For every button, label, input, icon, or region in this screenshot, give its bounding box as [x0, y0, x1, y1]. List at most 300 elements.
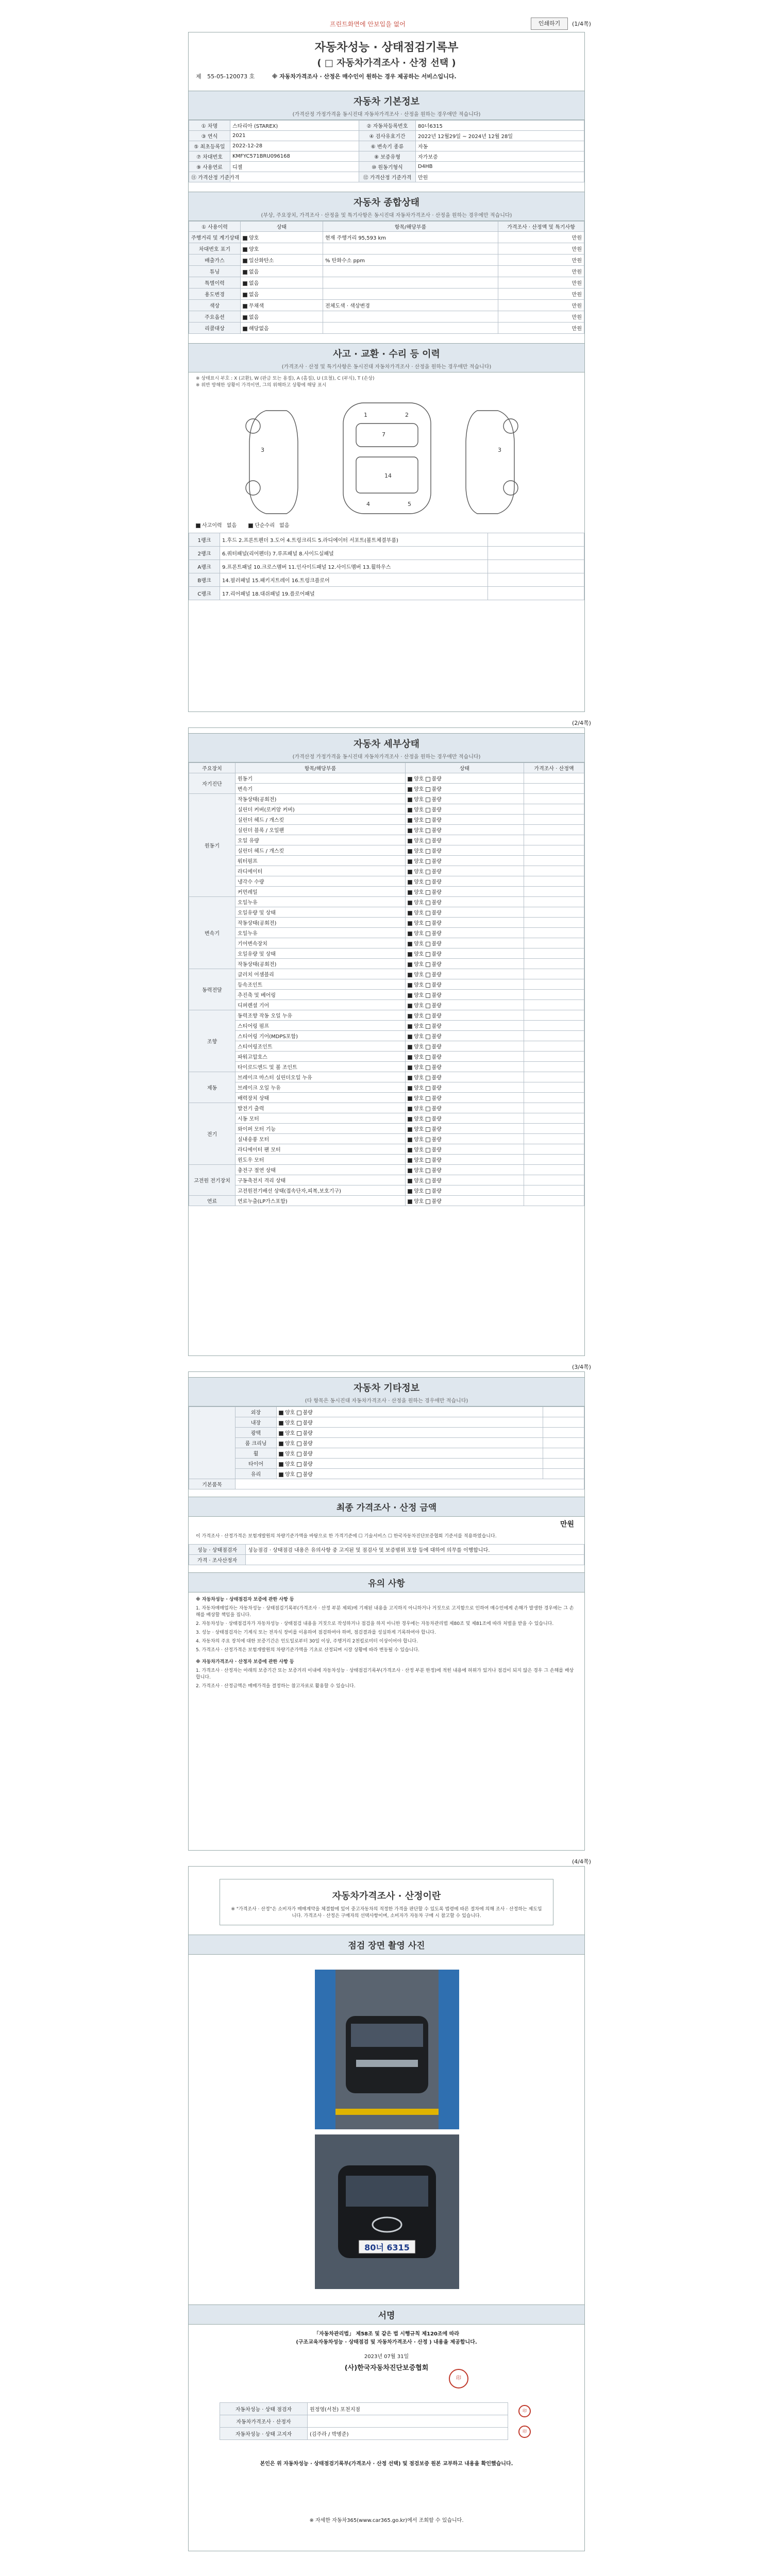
detail-row — [189, 887, 584, 897]
status-price: 만원 — [498, 232, 584, 243]
detail-checkbox-bad[interactable] — [426, 1076, 430, 1080]
detail-checkbox-good[interactable] — [408, 870, 412, 874]
page-number: (1/4쪽) — [572, 21, 591, 27]
detail-checkbox-bad[interactable] — [426, 931, 430, 936]
other-row — [189, 1417, 584, 1428]
detail-checkbox-bad[interactable] — [426, 777, 430, 782]
detail-checkbox-good[interactable] — [408, 973, 412, 977]
detail-item: 오일유량 및 상태 — [236, 907, 406, 918]
parts-price-cell — [488, 547, 584, 560]
other-row — [189, 1459, 584, 1469]
detail-row — [189, 794, 584, 804]
status-row — [189, 255, 584, 266]
detail-price-cell — [524, 1113, 584, 1124]
detail-checkbox-good[interactable] — [408, 1055, 412, 1060]
other-state: 양호 불량 — [277, 1448, 543, 1459]
svg-text:4: 4 — [366, 501, 370, 507]
status-checkbox[interactable] — [243, 304, 247, 309]
basic-cell: ⑫ 가격산정 기준가격 — [359, 172, 416, 182]
status-detail — [323, 266, 498, 277]
other-checkbox-good[interactable] — [279, 1411, 283, 1415]
svg-text:14: 14 — [384, 472, 392, 479]
note-paragraph: 5. 가격조사 · 산정가격은 보험개발원의 차량기준가액을 기초로 산정되며 시장 상황에 따라 변동될 수 있습니다. — [196, 1648, 420, 1653]
detail-checkbox-bad[interactable] — [426, 1148, 430, 1153]
other-row — [189, 1407, 584, 1417]
accident-sub: (가격조사 · 산정 및 특기사항은 동시진대 자동차가격조사 · 산정을 원하는 경우애만 적습니다) — [281, 364, 492, 370]
detail-row — [189, 907, 584, 918]
detail-checkbox-bad[interactable] — [426, 798, 430, 802]
detail-checkbox-bad[interactable] — [426, 808, 430, 812]
detail-checkbox-bad[interactable] — [426, 962, 430, 967]
other-item: 타이어 — [236, 1459, 277, 1469]
detail-item: 연료누출(LP가스포함) — [236, 1196, 406, 1206]
detail-state: 양호 불량 — [406, 815, 524, 825]
detail-item: 고전원전기배선 상태(접속단자,피복,보호기구) — [236, 1185, 406, 1196]
status-state: 무채색 — [249, 303, 264, 309]
basic-cell: ① 차명 — [189, 121, 230, 131]
detail-price-cell — [524, 887, 584, 897]
detail-checkbox-bad[interactable] — [426, 1107, 430, 1111]
other-checkbox-good[interactable] — [279, 1452, 283, 1456]
detail-row — [189, 1124, 584, 1134]
detail-row — [189, 1134, 584, 1144]
notes-head-2: ※ 자동차가격조사 · 산정자 보증에 관한 사항 등 — [196, 1659, 294, 1665]
detail-checkbox-bad[interactable] — [426, 973, 430, 977]
detail-checkbox-good[interactable] — [408, 839, 412, 843]
detail-row — [189, 1052, 584, 1062]
parts-row — [189, 587, 584, 600]
parts-list: 14.필러패널 15.패키지트레이 16.트렁크플로어 — [220, 573, 488, 587]
detail-row — [189, 1175, 584, 1185]
detail-row — [189, 835, 584, 845]
car-top-view — [343, 403, 431, 514]
detail-price-cell — [524, 1134, 584, 1144]
detail-checkbox-bad[interactable] — [426, 1158, 430, 1163]
detail-state: 양호 불량 — [406, 1165, 524, 1175]
detail-checkbox-bad[interactable] — [426, 890, 430, 895]
detail-group: 동력전달 — [189, 969, 236, 1010]
detail-price-cell — [524, 1062, 584, 1072]
detail-checkbox-bad[interactable] — [426, 1055, 430, 1060]
detail-checkbox-bad[interactable] — [426, 849, 430, 854]
other-price-cell — [543, 1459, 584, 1469]
status-price: 만원 — [498, 243, 584, 255]
detail-state: 양호 불량 — [406, 1000, 524, 1010]
detail-row — [189, 1010, 584, 1021]
detail-row — [189, 928, 584, 938]
basic-cell: ⑩ 원동기형식 — [359, 162, 416, 172]
detail-checkbox-bad[interactable] — [426, 818, 430, 823]
parts-row — [189, 533, 584, 547]
detail-state: 양호 불량 — [406, 1052, 524, 1062]
other-checkbox-good[interactable] — [279, 1431, 283, 1436]
detail-state: 양호 불량 — [406, 845, 524, 856]
parts-list: 9.프론트패널 10.크로스멤버 11.인사이드패널 12.사이드멤버 13.휠하우스 — [220, 560, 488, 573]
status-item: 특별이력 — [189, 277, 241, 289]
status-state: 없음 — [249, 281, 259, 286]
detail-checkbox-good[interactable] — [408, 1065, 412, 1070]
detail-checkbox-good[interactable] — [408, 1086, 412, 1091]
detail-row — [189, 876, 584, 887]
detail-price-cell — [524, 1155, 584, 1165]
sign-date: 2023년 07월 31일 — [364, 2354, 409, 2360]
status-row — [189, 323, 584, 334]
detail-checkbox-good[interactable] — [408, 1117, 412, 1122]
detail-price-cell — [524, 1196, 584, 1206]
detail-price-cell — [524, 948, 584, 959]
detail-item: 배력장치 상태 — [236, 1093, 406, 1103]
status-checkbox[interactable] — [243, 236, 247, 241]
other-item: 외장 — [236, 1407, 277, 1417]
detail-checkbox-bad[interactable] — [426, 1024, 430, 1029]
note-paragraph: 2. 가격조사 · 산정금액은 매매가격을 결정하는 참고자료로 활용할 수 있습니다. — [196, 1684, 356, 1689]
other-acc-label: 기본품목 — [189, 1479, 236, 1489]
status-item: 주요옵션 — [189, 311, 241, 323]
detail-checkbox-good[interactable] — [408, 859, 412, 864]
inspector-table — [189, 1544, 584, 1565]
basic-row — [189, 131, 584, 141]
accident-legend — [189, 519, 584, 531]
detail-checkbox-bad[interactable] — [426, 1014, 430, 1019]
status-state-cell — [241, 255, 323, 266]
detail-checkbox-bad[interactable] — [426, 870, 430, 874]
detail-state: 양호 불량 — [406, 928, 524, 938]
basic-cell — [230, 172, 359, 182]
status-state-cell — [241, 232, 323, 243]
detail-price-cell — [524, 1010, 584, 1021]
other-checkbox-good[interactable] — [279, 1442, 283, 1446]
detail-checkbox-bad[interactable] — [426, 1086, 430, 1091]
status-row — [189, 289, 584, 300]
detail-checkbox-bad[interactable] — [426, 787, 430, 792]
status-title: 자동차 종합상태 — [354, 197, 419, 208]
detail-checkbox-good[interactable] — [408, 1096, 412, 1101]
detail-checkbox-good[interactable] — [408, 983, 412, 988]
status-row — [189, 311, 584, 323]
detail-checkbox-bad[interactable] — [426, 983, 430, 988]
other-checkbox-bad[interactable] — [297, 1462, 301, 1467]
accident-note-2: ※ 위반 방해한 상황이 가격이면, 그의 위해하고 상황에 해당 표시 — [196, 383, 327, 388]
detail-state: 양호 불량 — [406, 1124, 524, 1134]
detail-checkbox-good[interactable] — [408, 931, 412, 936]
doc-no: 55-05-120073 — [207, 73, 248, 80]
detail-checkbox-good[interactable] — [408, 993, 412, 998]
guide-title: 자동차가격조사 · 산정이란 — [332, 1891, 441, 1902]
parts-price-cell — [488, 560, 584, 573]
basic-cell: ⑤ 최초등록일 — [189, 141, 230, 151]
detail-checkbox-bad[interactable] — [426, 1168, 430, 1173]
doc-no-suffix: 호 — [249, 73, 255, 80]
basic-row — [189, 121, 584, 131]
detail-row — [189, 948, 584, 959]
detail-group: 전기 — [189, 1103, 236, 1165]
detail-checkbox-bad[interactable] — [426, 1065, 430, 1070]
detail-state: 양호 불량 — [406, 1134, 524, 1144]
detail-item: 오일누유 — [236, 928, 406, 938]
car-left-side — [249, 411, 298, 514]
note-paragraph: 3. 성능 · 상태점검자는 기계식 또는 전자식 장비를 이용하여 점검하여야 하며, 점검결과를 성실하게 기록하여야 합니다. — [196, 1630, 436, 1635]
detail-item: 작동상태(공회전) — [236, 794, 406, 804]
detail-price-cell — [524, 825, 584, 835]
detail-price-cell — [524, 1175, 584, 1185]
other-checkbox-good[interactable] — [279, 1462, 283, 1467]
detail-price-cell — [524, 815, 584, 825]
detail-price-cell — [524, 1082, 584, 1093]
other-checkbox-good[interactable] — [279, 1421, 283, 1426]
detail-price-cell — [524, 969, 584, 979]
signer-name: (김주라 / 박병준) — [308, 2428, 508, 2440]
status-state-cell — [241, 311, 323, 323]
detail-checkbox-bad[interactable] — [426, 828, 430, 833]
detail-group: 연료 — [189, 1196, 236, 1206]
detail-checkbox-good[interactable] — [408, 1138, 412, 1142]
page-2-number: (2/4쪽) — [572, 720, 591, 726]
detail-row — [189, 1031, 584, 1041]
detail-checkbox-bad[interactable] — [426, 1004, 430, 1008]
footer-car365: ※ 자세한 자동차365(www.car365.go.kr)에서 조회할 수 있습니다. — [309, 2518, 464, 2523]
page-3 — [188, 1371, 585, 1851]
other-checkbox-bad[interactable] — [297, 1411, 301, 1415]
detail-price-cell — [524, 959, 584, 969]
detail-checkbox-good[interactable] — [408, 818, 412, 823]
status-checkbox[interactable] — [243, 293, 247, 297]
detail-checkbox-good[interactable] — [408, 1199, 412, 1204]
detail-item: 실린더 헤드 / 개스킷 — [236, 815, 406, 825]
basic-row — [189, 151, 584, 162]
status-price: 만원 — [498, 300, 584, 311]
print-button[interactable]: 인쇄하기 — [531, 18, 568, 30]
detail-header-0: 주요장치 — [189, 763, 236, 773]
detail-checkbox-good[interactable] — [408, 1014, 412, 1019]
detail-checkbox-good[interactable] — [408, 942, 412, 946]
parts-list: 1.후드 2.프론트펜더 3.도어 4.트렁크리드 5.라디에이터 서포트(볼트체결부품) — [220, 533, 488, 547]
other-state: 양호 불량 — [277, 1407, 543, 1417]
detail-state: 양호 불량 — [406, 1031, 524, 1041]
detail-checkbox-good[interactable] — [408, 1024, 412, 1029]
notifier-seal: 印 — [518, 2426, 531, 2438]
detail-checkbox-bad[interactable] — [426, 1127, 430, 1132]
detail-checkbox-bad[interactable] — [426, 1045, 430, 1049]
detail-checkbox-bad[interactable] — [426, 1138, 430, 1142]
other-row — [189, 1448, 584, 1459]
other-state: 양호 불량 — [277, 1459, 543, 1469]
detail-item: 원동기 — [236, 773, 406, 784]
page-4-number: (4/4쪽) — [572, 1858, 591, 1865]
other-row — [189, 1469, 584, 1479]
detail-checkbox-good[interactable] — [408, 1045, 412, 1049]
detail-item: 오일유량 및 상태 — [236, 948, 406, 959]
detail-checkbox-good[interactable] — [408, 798, 412, 802]
detail-checkbox-good[interactable] — [408, 1158, 412, 1163]
detail-state: 양호 불량 — [406, 1185, 524, 1196]
inspector-seal: 印 — [518, 2405, 531, 2417]
other-checkbox-bad[interactable] — [297, 1472, 301, 1477]
detail-checkbox-good[interactable] — [408, 890, 412, 895]
detail-item: 커먼레일 — [236, 887, 406, 897]
detail-price-cell — [524, 979, 584, 990]
status-checkbox[interactable] — [243, 327, 247, 331]
detail-checkbox-good[interactable] — [408, 921, 412, 926]
detail-checkbox-bad[interactable] — [426, 1117, 430, 1122]
detail-checkbox-good[interactable] — [408, 952, 412, 957]
detail-checkbox-good[interactable] — [408, 849, 412, 854]
appraiser-label: 가격 · 조사산정자 — [189, 1555, 246, 1565]
detail-state: 양호 불량 — [406, 1103, 524, 1113]
detail-item: 작동상태(공회전) — [236, 959, 406, 969]
detail-item: 라디에이터 팬 모터 — [236, 1144, 406, 1155]
other-item: 룸 크리닝 — [236, 1438, 277, 1448]
detail-checkbox-bad[interactable] — [426, 952, 430, 957]
detail-checkbox-good[interactable] — [408, 901, 412, 905]
detail-checkbox-good[interactable] — [408, 1168, 412, 1173]
status-checkbox[interactable] — [243, 315, 247, 320]
detail-row — [189, 969, 584, 979]
detail-row — [189, 979, 584, 990]
detail-checkbox-bad[interactable] — [426, 942, 430, 946]
detail-checkbox-good[interactable] — [408, 962, 412, 967]
detail-checkbox-good[interactable] — [408, 808, 412, 812]
other-checkbox-bad[interactable] — [297, 1421, 301, 1426]
detail-row — [189, 1144, 584, 1155]
basic-cell: 만원 — [416, 172, 584, 182]
other-row — [189, 1438, 584, 1448]
detail-state: 양호 불량 — [406, 1072, 524, 1082]
detail-group: 조향 — [189, 1010, 236, 1072]
price-title: 최종 가격조사 · 산정 금액 — [336, 1503, 437, 1513]
accident-note-1: ※ 상태표시 부호 : X (교환), W (판금 또는 용접), A (흠집), U (요철), C (부식), T (손상) — [196, 376, 375, 381]
other-checkbox-bad[interactable] — [297, 1452, 301, 1456]
detail-price-cell — [524, 928, 584, 938]
detail-price-cell — [524, 784, 584, 794]
detail-row — [189, 1113, 584, 1124]
detail-state: 양호 불량 — [406, 887, 524, 897]
detail-item: 디퍼렌셜 기어 — [236, 1000, 406, 1010]
detail-checkbox-bad[interactable] — [426, 880, 430, 885]
basic-row — [189, 172, 584, 182]
detail-checkbox-bad[interactable] — [426, 1189, 430, 1194]
status-checkbox[interactable] — [243, 281, 247, 286]
detail-checkbox-bad[interactable] — [426, 921, 430, 926]
detail-price-cell — [524, 897, 584, 907]
detail-price-cell — [524, 1185, 584, 1196]
company-stamp: 印 — [449, 2369, 468, 2388]
detail-price-cell — [524, 1124, 584, 1134]
detail-state: 양호 불량 — [406, 948, 524, 959]
status-item: 차대번호 표기 — [189, 243, 241, 255]
status-item: 배출가스 — [189, 255, 241, 266]
detail-row — [189, 866, 584, 876]
detail-checkbox-good[interactable] — [408, 1107, 412, 1111]
footer-confirm: 본인은 위 자동차성능 · 상태점검기록부(가격조사 · 산정 선택) 및 점검보증 원본 교부하고 내용을 확인했습니다. — [260, 2461, 513, 2467]
detail-checkbox-good[interactable] — [408, 911, 412, 916]
status-price: 만원 — [498, 255, 584, 266]
basic-cell: ⑪ 가격산정 기준가격 — [189, 172, 230, 182]
detail-group: 자기진단 — [189, 773, 236, 794]
detail-checkbox-bad[interactable] — [426, 911, 430, 916]
parts-price-cell — [488, 573, 584, 587]
status-checkbox[interactable] — [243, 247, 247, 252]
detail-checkbox-good[interactable] — [408, 1189, 412, 1194]
detail-checkbox-bad[interactable] — [426, 1199, 430, 1204]
sign-title: 서명 — [378, 2311, 395, 2321]
detail-checkbox-good[interactable] — [408, 1148, 412, 1153]
basic-cell: ⑨ 사용연료 — [189, 162, 230, 172]
detail-row — [189, 990, 584, 1000]
detail-row — [189, 1155, 584, 1165]
detail-state: 양호 불량 — [406, 990, 524, 1000]
price-note: 이 가격조사 · 산정가격은 보험개발원의 차량기준가액을 바탕으로 한 가격기준에 ☐ 기술서비스 ☐ 한국자동차진단보증협회 기준서를 적용하였습니다. — [196, 1534, 497, 1539]
other-checkbox-bad[interactable] — [297, 1442, 301, 1446]
detail-item: 와이퍼 모터 기능 — [236, 1124, 406, 1134]
detail-checkbox-good[interactable] — [408, 777, 412, 782]
detail-item: 등속조인트 — [236, 979, 406, 990]
detail-price-cell — [524, 1072, 584, 1082]
detail-checkbox-good[interactable] — [408, 1076, 412, 1080]
other-state: 양호 불량 — [277, 1417, 543, 1428]
page-3-number: (3/4쪽) — [572, 1364, 591, 1370]
detail-checkbox-good[interactable] — [408, 1004, 412, 1008]
detail-checkbox-good[interactable] — [408, 1035, 412, 1039]
status-checkbox[interactable] — [243, 259, 247, 263]
detail-row — [189, 773, 584, 784]
detail-checkbox-good[interactable] — [408, 880, 412, 885]
note-paragraph: 1. 가격조사 · 산정자는 아래의 보증기간 또는 보증거리 이내에 자동차성능 · 상태점검기록부(가격조사 · 산정 부분 한정)에 적힌 내용에 허위가 있거나 점검이 되지 않은 경우 그 손해를 배상합니다. — [196, 1668, 574, 1680]
detail-item: 라디에이터 — [236, 866, 406, 876]
detail-price-cell — [524, 1103, 584, 1113]
detail-checkbox-good[interactable] — [408, 787, 412, 792]
detail-item: 파워고압호스 — [236, 1052, 406, 1062]
status-checkbox[interactable] — [243, 270, 247, 275]
inspector-note: 성능점검 · 상태점검 내용은 유의사항 중 고지된 및 점검사 및 보증범위 포함 등에 대하여 의무를 이행합니다. — [246, 1545, 584, 1555]
detail-checkbox-bad[interactable] — [426, 1035, 430, 1039]
status-table — [189, 221, 584, 334]
other-checkbox-good[interactable] — [279, 1472, 283, 1477]
detail-checkbox-bad[interactable] — [426, 859, 430, 864]
detail-title: 자동차 세부상태 — [354, 739, 419, 750]
note-paragraph: 4. 자동차의 주요 장치에 대한 보증기간은 인도일로부터 30일 이상, 주행거리 2천킬로미터 이상이어야 합니다. — [196, 1639, 418, 1644]
basic-cell: 디젤 — [230, 162, 359, 172]
status-detail: 현재 주행거리 95,593 km — [323, 232, 498, 243]
status-detail — [323, 289, 498, 300]
detail-checkbox-good[interactable] — [408, 1127, 412, 1132]
detail-price-cell — [524, 856, 584, 866]
record-subtitle: ( □ 자동차가격조사 · 산정 선택 ) — [317, 58, 456, 69]
other-checkbox-bad[interactable] — [297, 1431, 301, 1436]
sign-text-1: 「자동차관리법」 제58조 및 같은 법 시행규칙 제120조에 따라 — [313, 2331, 460, 2337]
signer-row — [220, 2428, 508, 2440]
detail-item: 구동축전지 격리 상태 — [236, 1175, 406, 1185]
detail-checkbox-bad[interactable] — [426, 839, 430, 843]
detail-price-cell — [524, 938, 584, 948]
basic-cell: 자동 — [416, 141, 584, 151]
detail-state: 양호 불량 — [406, 1144, 524, 1155]
detail-checkbox-good[interactable] — [408, 828, 412, 833]
basic-cell: ⑥ 변속기 종류 — [359, 141, 416, 151]
legend-accident-value: 없음 — [226, 523, 237, 529]
detail-price-cell — [524, 918, 584, 928]
detail-checkbox-good[interactable] — [408, 1179, 412, 1183]
doc-no-label: 제 — [196, 73, 201, 80]
detail-checkbox-bad[interactable] — [426, 1096, 430, 1101]
detail-checkbox-bad[interactable] — [426, 901, 430, 905]
detail-row — [189, 1165, 584, 1175]
status-row — [189, 277, 584, 289]
detail-checkbox-bad[interactable] — [426, 993, 430, 998]
detail-header-3: 가격조사 · 산정액 — [524, 763, 584, 773]
detail-checkbox-bad[interactable] — [426, 1179, 430, 1183]
signer-role: 자동차가격조사 · 산정자 — [220, 2415, 308, 2428]
car-damage-diagram — [189, 390, 584, 519]
